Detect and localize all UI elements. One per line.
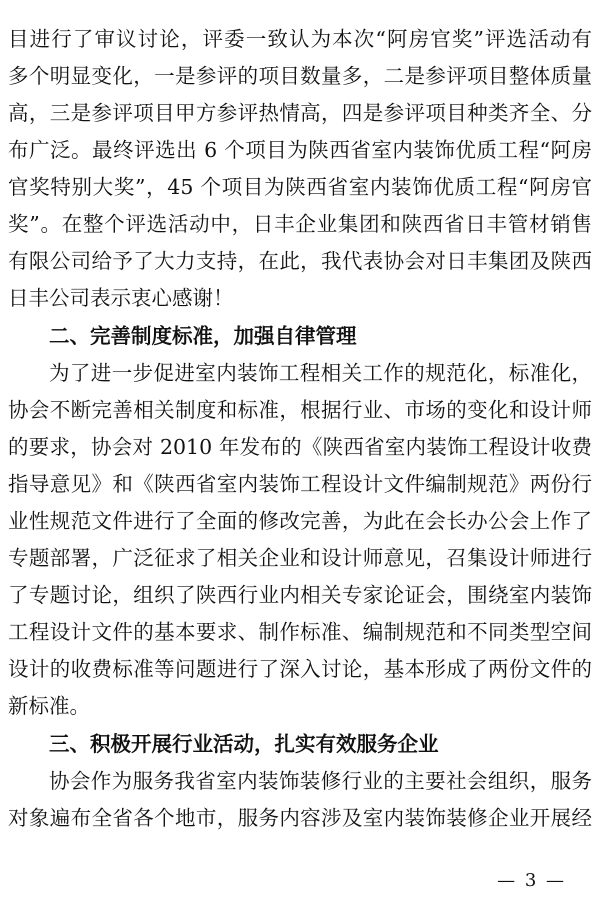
paragraph-line: 新标准。 [8,694,90,718]
paragraph-line: 的要求，协会对 2010 年发布的《陕西省室内装饰工程设计收费 [8,435,592,459]
paragraph-line: 多个明显变化，一是参评的项目数量多，二是参评项目整体质量 [8,64,592,88]
paragraph-1 [8,21,592,317]
paragraph-line: 日丰公司表示衷心感谢！ [8,286,234,310]
paragraph-line: 设计的收费标准等问题进行了深入讨论，基本形成了两份文件的 [8,657,592,681]
paragraph-line: 对象遍布全省各个地市，服务内容涉及室内装饰装修企业开展经 [8,806,592,830]
paragraph-line: 为了进一步促进室内装饰工程相关工作的规范化，标准化， [49,361,592,385]
page-number: — 3 — [497,870,566,891]
paragraph-line: 布广泛。最终评选出 6 个项目为陕西省室内装饰优质工程“阿房 [8,138,592,162]
paragraph-line: 工程设计文件的基本要求、制作标准、编制规范和不同类型空间 [8,620,592,644]
paragraph-line: 了专题讨论，组织了陕西行业内相关专家论证会，围绕室内装饰 [8,583,592,607]
paragraph-line: 专题部署，广泛征求了相关企业和设计师意见，召集设计师进行 [8,546,592,570]
paragraph-3 [8,763,592,837]
paragraph-line: 高，三是参评项目甲方参评热情高，四是参评项目种类齐全、分 [8,101,592,125]
paragraph-line: 协会作为服务我省室内装饰装修行业的主要社会组织，服务 [49,769,592,793]
paragraph-2 [8,355,592,725]
paragraph-line: 业性规范文件进行了全面的修改完善，为此在会长办公会上作了 [8,509,592,533]
section-heading-2: 二、完善制度标准，加强自律管理 [49,324,357,348]
paragraph-line: 目进行了审议讨论，评委一致认为本次“阿房官奖”评选活动有 [8,27,592,51]
paragraph-line: 协会不断完善相关制度和标准，根据行业、市场的变化和设计师 [8,398,592,422]
paragraph-line: 奖”。在整个评选活动中，日丰企业集团和陕西省日丰管材销售 [8,212,592,236]
paragraph-line: 官奖特别大奖”，45 个项目为陕西省室内装饰优质工程“阿房官 [8,175,592,199]
paragraph-line: 指导意见》和《陕西省室内装饰工程设计文件编制规范》两份行 [8,472,592,496]
paragraph-line: 有限公司给予了大力支持，在此，我代表协会对日丰集团及陕西 [8,249,592,273]
body-text [8,21,592,837]
section-heading-3: 三、积极开展行业活动，扎实有效服务企业 [49,732,439,756]
